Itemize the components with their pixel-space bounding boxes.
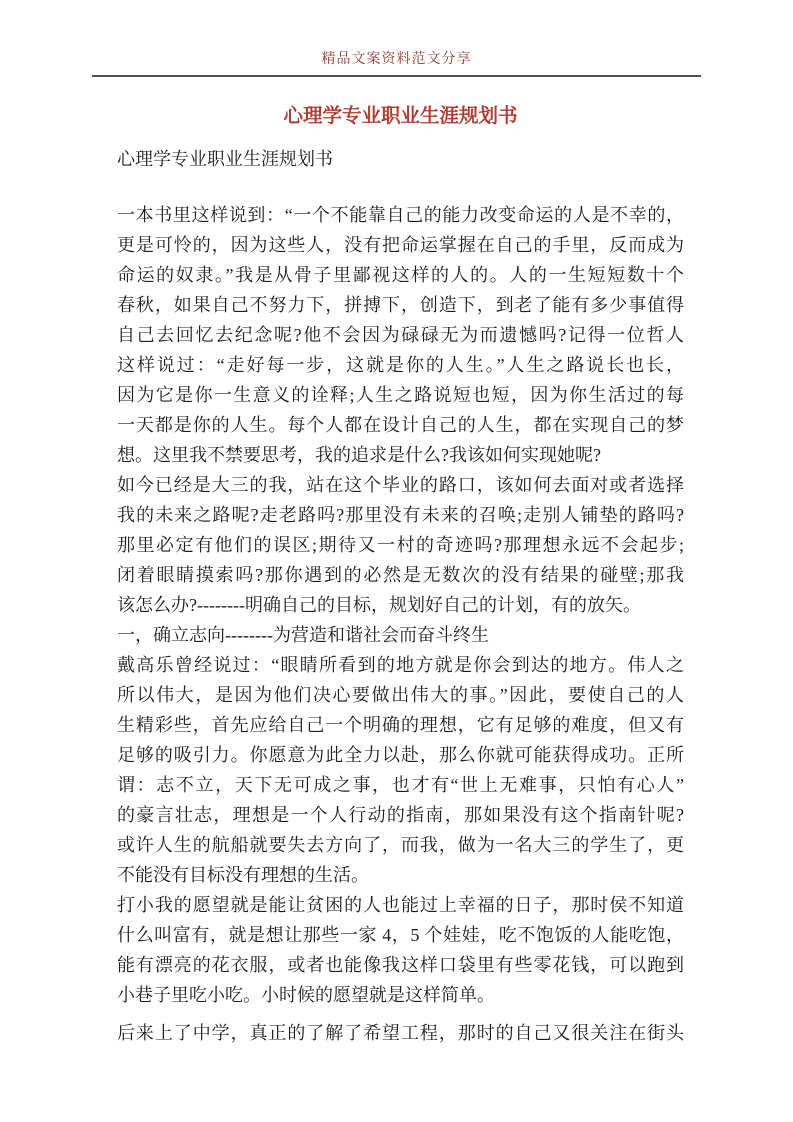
document-body: [117, 200, 684, 1048]
text-line: 更是可怜的，因为这些人，没有把命运掌握在自己的手里，反而成为: [117, 235, 684, 255]
text-line: 如今已经是大三的我，站在这个毕业的路口，该如何去面对或者选择: [117, 475, 684, 495]
document-title: 心理学专业职业生涯规划书: [283, 106, 518, 127]
text-line: 想。这里我不禁要思考，我的追求是什么?我该如何实现她呢?: [117, 445, 601, 465]
text-line: 所以伟大，是因为他们决心要做出伟大的事。”因此，要使自己的人: [117, 685, 684, 705]
paragraph: [117, 470, 684, 620]
document-content: [117, 103, 684, 1048]
header-watermark-text: 精品文案资料范文分享: [321, 52, 472, 67]
text-line: 足够的吸引力。你愿意为此全力以赴，那么你就可能获得成功。正所: [117, 745, 684, 765]
text-line: 或许人生的航船就要失去方向了，而我，做为一名大三的学生了，更: [117, 835, 684, 855]
paragraph: [117, 200, 684, 470]
text-line: 戴高乐曾经说过：“眼睛所看到的地方就是你会到达的地方。伟人之: [117, 655, 684, 675]
text-line: 春秋，如果自己不努力下，拼搏下，创造下，到老了能有多少事值得: [117, 295, 684, 315]
paragraph: [117, 890, 684, 1010]
text-line: 谓：志不立，天下无可成之事，也才有“世上无难事，只怕有心人”: [117, 775, 684, 795]
text-line: 这样说过：“走好每一步，这就是你的人生。”人生之路说长也长，: [117, 355, 684, 375]
text-line: 闭着眼睛摸索吗?那你遇到的必然是无数次的没有结果的碰壁;那我: [117, 565, 684, 585]
text-line: 什么叫富有，就是想让那些一家 4，5 个娃娃，吃不饱饭的人能吃饱，: [117, 925, 684, 945]
text-line: 自己去回忆去纪念呢?他不会因为碌碌无为而遗憾吗?记得一位哲人: [117, 325, 684, 345]
text-line: 一天都是你的人生。每个人都在设计自己的人生，都在实现自己的梦: [117, 415, 684, 435]
page-header: [92, 50, 701, 77]
paragraph: [117, 650, 684, 890]
text-line: 命运的奴隶。”我是从骨子里鄙视这样的人的。人的一生短短数十个: [117, 265, 684, 285]
text-line: 我的未来之路呢?走老路吗?那里没有未来的召唤;走别人铺垫的路吗?: [117, 505, 684, 525]
text-line: 打小我的愿望就是能让贫困的人也能过上幸福的日子，那时侯不知道: [117, 895, 684, 915]
paragraph: [117, 1018, 684, 1048]
text-line: 生精彩些，首先应给自己一个明确的理想，它有足够的难度，但又有: [117, 715, 684, 735]
text-line: 的豪言壮志，理想是一个人行动的指南，那如果没有这个指南针呢?: [117, 805, 684, 825]
text-line: 一，确立志向--------为营造和谐社会而奋斗终生: [117, 625, 489, 645]
header-rule: [92, 75, 701, 77]
text-line: 不能没有目标没有理想的生活。: [117, 865, 369, 885]
text-line: 因为它是你一生意义的诠释;人生之路说短也短，因为你生活过的每: [117, 385, 684, 405]
text-line: 那里必定有他们的误区;期待又一村的奇迹吗?那理想永远不会起步;: [117, 535, 684, 555]
document-subtitle: 心理学专业职业生涯规划书: [117, 149, 333, 169]
paragraph: [117, 620, 684, 650]
text-line: 能有漂亮的花衣服，或者也能像我这样口袋里有些零花钱，可以跑到: [117, 955, 684, 975]
text-line: 小巷子里吃小吃。小时候的愿望就是这样简单。: [117, 985, 495, 1005]
text-line: 一本书里这样说到：“一个不能靠自己的能力改变命运的人是不幸的，: [117, 205, 684, 225]
text-line: 后来上了中学，真正的了解了希望工程，那时的自己又很关注在街头: [117, 1023, 684, 1043]
text-line: 该怎么办?--------明确自己的目标，规划好自己的计划，有的放矢。: [117, 595, 641, 615]
